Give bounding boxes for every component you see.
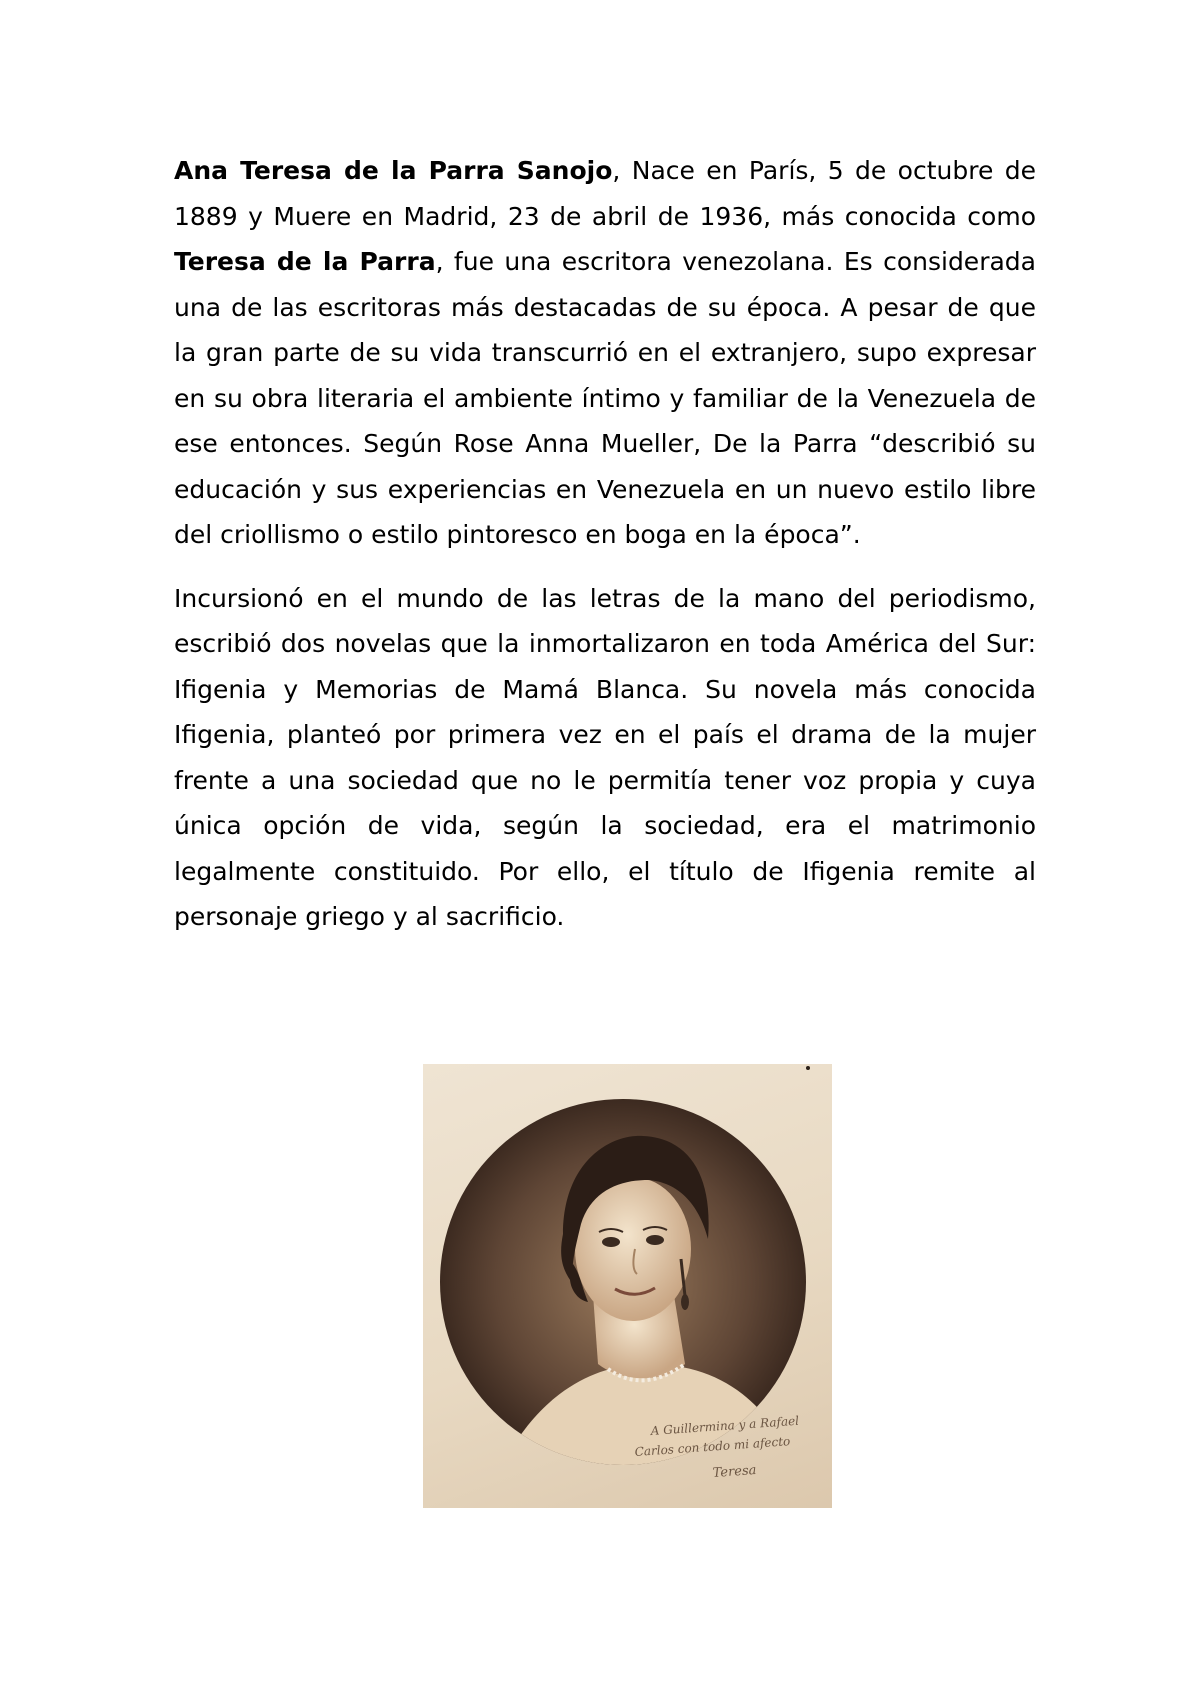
- paragraph-1: [174, 148, 1036, 558]
- inscription-line-2: Carlos con todo mi afecto: [634, 1434, 791, 1459]
- portrait-photo: [423, 1064, 832, 1508]
- paragraph-2: Incursionó en el mundo de las letras de la mano del periodismo, escribió dos novelas que la inmortalizaron en toda América del Sur: Ifigenia y Memorias de Mamá Blanca. Su novela más conocida Ifigenia, planteó por primera vez en el país el drama de la mujer frente a una sociedad que no le permitía tener voz propia y cuya única opción de vida, según la sociedad, era el matrimonio legalmente constituido. Por ello, el título de Ifigenia remite al personaje griego y al sacrificio.: [174, 583, 1036, 931]
- paragraph-1-text-b: , fue una escritora venezolana. Es considerada una de las escritoras más destacadas de su época. A pesar de que la gran parte de su vida transcurrió en el extranjero, supo expresar en su obra literaria el ambiente íntimo y familiar de la Venezuela de ese entonces. Según Rose Anna Mueller, De la Parra “describió su educación y sus experiencias en Venezuela en un nuevo estilo libre del criollismo o estilo pintoresco en boga en la época”.: [174, 247, 1036, 549]
- bold-known-name: Teresa de la Parra: [174, 247, 436, 276]
- body-text: [174, 148, 1036, 958]
- inscription-line-1: A Guillermina y a Rafael: [650, 1413, 800, 1438]
- paragraph-1-text-a: , Nace en París, 5 de octubre de 1889 y Muere en Madrid, 23 de abril de 1936, más conocida como: [174, 156, 1036, 231]
- inscription-signature: Teresa: [712, 1462, 757, 1481]
- speck-mark: [806, 1066, 810, 1070]
- bold-full-name: Ana Teresa de la Parra Sanojo: [174, 156, 613, 185]
- portrait-illustration: [423, 1064, 832, 1508]
